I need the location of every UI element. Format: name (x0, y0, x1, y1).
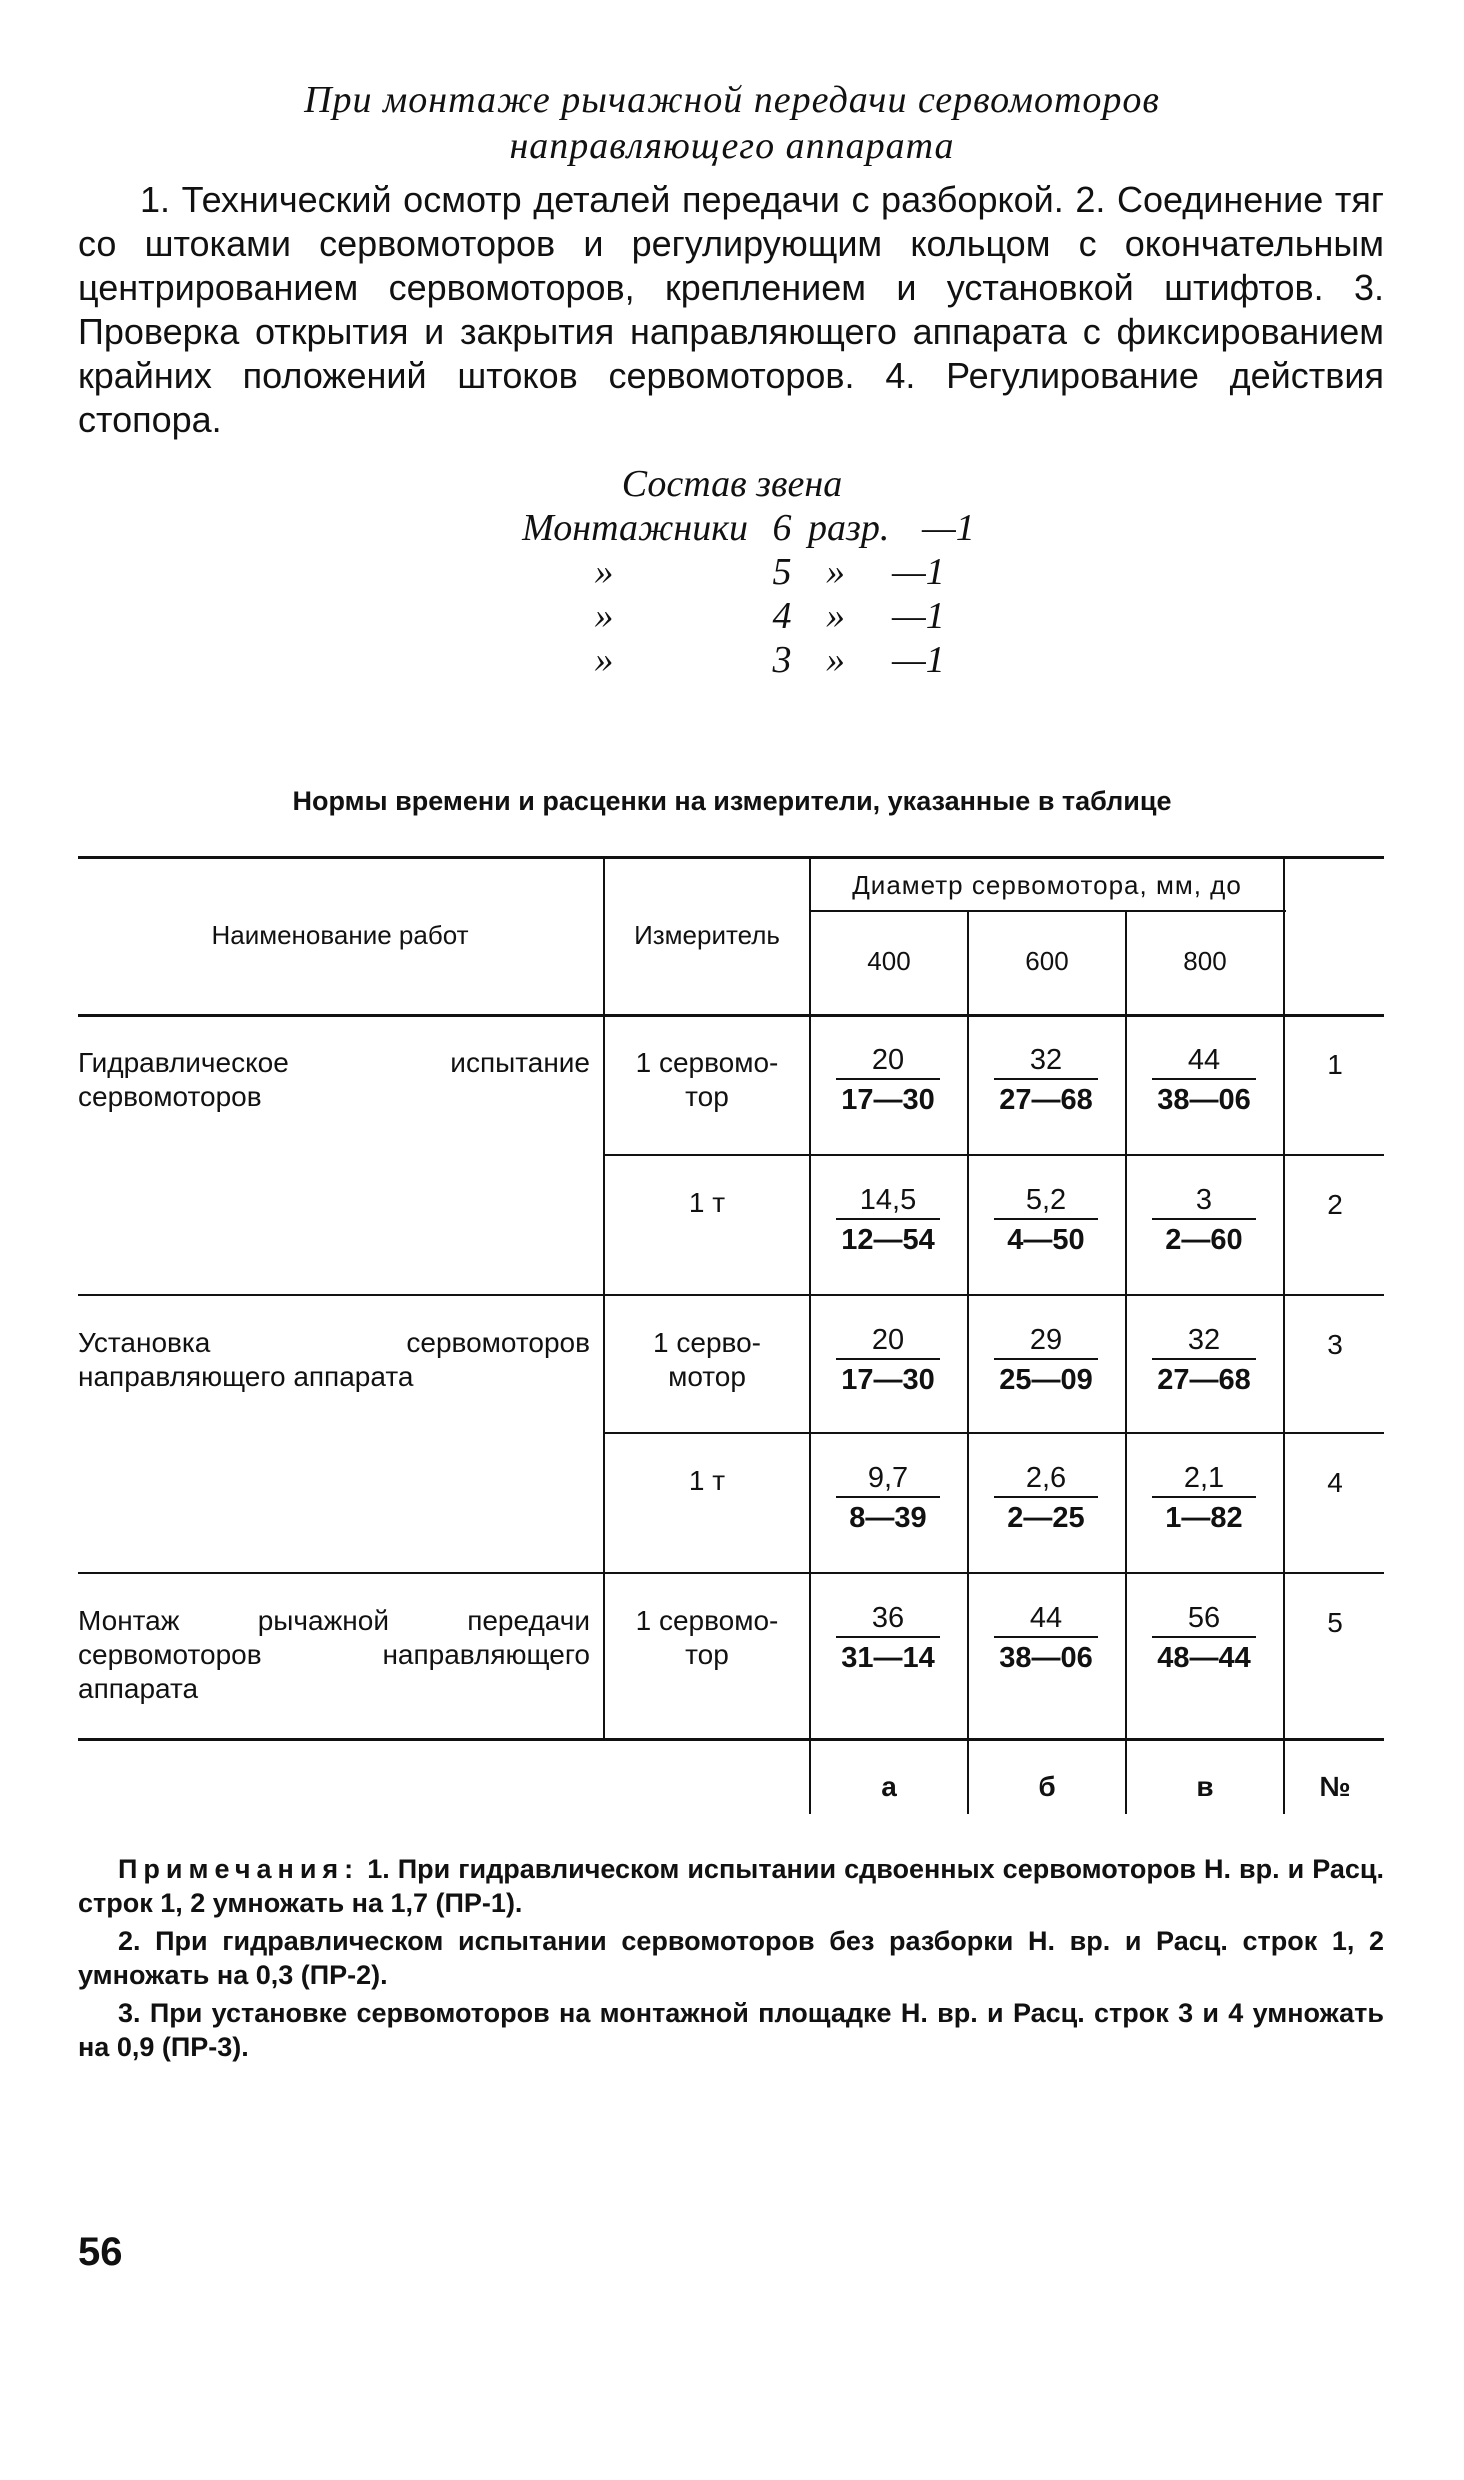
time-norm: 36 (871, 1602, 905, 1634)
row-rule (78, 1572, 1384, 1574)
note-3: 3. При установке сервомоторов на монтажной площадке Н. вр. и Расц. строк 3 и 4 умножать на 0,9 (ПР-3). (78, 1998, 1384, 2062)
time-norm: 14,5 (859, 1184, 917, 1216)
rate: 25—09 (999, 1364, 1093, 1396)
rate: 38—06 (999, 1642, 1093, 1674)
col-rule (1283, 856, 1285, 1814)
norm-cell (1134, 1600, 1274, 1678)
col-rule (967, 910, 969, 1814)
crew-unit: » (826, 551, 845, 593)
notes-label: Примечания: (118, 1854, 360, 1884)
norm-cell (976, 1322, 1116, 1400)
norm-cell (1134, 1042, 1274, 1120)
norm-cell (818, 1042, 958, 1120)
norm-cell (976, 1182, 1116, 1260)
header-unit: Измеритель (634, 920, 780, 950)
unit-cell (606, 1604, 808, 1672)
crew-worker: Монтажники (522, 507, 748, 549)
row-number: 1 (1327, 1049, 1343, 1080)
crew-unit: » (826, 639, 845, 681)
unit-cell (606, 1464, 808, 1498)
rate: 4—50 (1007, 1224, 1085, 1256)
header-diameter: Диаметр сервомотора, мм, до (852, 870, 1242, 900)
row-number: 4 (1327, 1467, 1343, 1498)
work-name: Гидравлическое испытание сервомоторов (78, 1047, 590, 1112)
unit-line: 1 т (688, 1465, 726, 1496)
norm-cell (976, 1600, 1116, 1678)
rate: 48—44 (1157, 1642, 1251, 1674)
time-norm: 5,2 (1025, 1184, 1067, 1216)
time-norm: 2,6 (1025, 1462, 1067, 1494)
header-bottom-rule (78, 1014, 1384, 1017)
column-letter: а (881, 1771, 897, 1802)
crew-worker: » (594, 551, 614, 593)
time-norm: 32 (1187, 1324, 1221, 1356)
rate: 8—39 (849, 1502, 927, 1534)
crew-unit: разр. (808, 507, 890, 549)
column-letter: в (1196, 1771, 1214, 1802)
header-size: 600 (1025, 946, 1069, 976)
row-rule (604, 1432, 1384, 1434)
time-norm: 2,1 (1183, 1462, 1225, 1494)
unit-line: 1 сервомо- (635, 1047, 779, 1078)
col-rule (603, 856, 605, 1740)
section-heading-line-1: При монтаже рычажной передачи сервомоторов (304, 79, 1160, 121)
unit-cell (606, 1186, 808, 1220)
rate: 17—30 (841, 1084, 935, 1116)
rate: 27—68 (999, 1084, 1093, 1116)
work-description: 1. Технический осмотр деталей передачи с разборкой. 2. Соединение тяг со штоками сервомоторов и регулирующим кольцом с окончательным центрированием сервомоторов, креплением и установкой штифтов. 3. Проверка открытия и закрытия направляющего аппарата с фиксированием крайних положений штоков сервомоторов. 4. Регулирование действия стопора. (78, 179, 1384, 440)
crew-count: —1 (892, 551, 945, 593)
crew-count: —1 (892, 595, 945, 637)
time-norm: 20 (871, 1324, 905, 1356)
time-norm: 44 (1029, 1602, 1063, 1634)
section-heading-line-2: направляющего аппарата (509, 125, 955, 167)
unit-line: тор (685, 1639, 729, 1670)
crew-worker: » (594, 595, 614, 637)
crew-count: —1 (892, 639, 945, 681)
note-1: 1. При гидравлическом испытании сдвоенных сервомоторов Н. вр. и Расц. строк 1, 2 умножать на 1,7 (ПР-1). (78, 1854, 1384, 1918)
rate: 1—82 (1165, 1502, 1243, 1534)
norm-cell (818, 1600, 958, 1678)
norm-cell (818, 1182, 958, 1260)
unit-line: 1 т (688, 1187, 726, 1218)
time-norm: 3 (1195, 1184, 1213, 1216)
rate: 31—14 (841, 1642, 935, 1674)
time-norm: 56 (1187, 1602, 1221, 1634)
unit-cell (606, 1046, 808, 1114)
table-bottom-rule (78, 1738, 1384, 1741)
crew-worker: » (594, 639, 614, 681)
table-top-rule (78, 856, 1384, 859)
crew-grade: 4 (772, 595, 792, 637)
column-letter: б (1038, 1771, 1056, 1802)
crew-unit: » (826, 595, 845, 637)
unit-line: 1 сервомо- (635, 1605, 779, 1636)
work-name: Монтаж рычажной передачи сервомоторов направляющего аппарата (78, 1605, 590, 1704)
rate: 2—25 (1007, 1502, 1085, 1534)
norm-cell (976, 1460, 1116, 1538)
note-2: 2. При гидравлическом испытании сервомоторов без разборки Н. вр. и Расц. строк 1, 2 умножать на 0,3 (ПР-2). (78, 1926, 1384, 1990)
unit-line: мотор (668, 1361, 746, 1392)
col-rule (1125, 910, 1127, 1814)
time-norm: 20 (871, 1044, 905, 1076)
table-title: Нормы времени и расценки на измерители, указанные в таблице (292, 786, 1172, 816)
rate: 17—30 (841, 1364, 935, 1396)
norm-cell (1134, 1322, 1274, 1400)
row-rule (604, 1154, 1384, 1156)
notes (78, 1852, 1384, 2068)
work-name: Установка сервомоторов направляющего аппарата (78, 1327, 590, 1392)
unit-line: 1 серво- (653, 1327, 761, 1358)
crew-grade: 3 (772, 639, 792, 681)
row-rule (78, 1294, 1384, 1296)
time-norm: 9,7 (867, 1462, 909, 1494)
rate: 2—60 (1165, 1224, 1243, 1256)
header-size: 800 (1183, 946, 1227, 976)
header-sub-rule (810, 910, 1286, 912)
unit-line: тор (685, 1081, 729, 1112)
row-number: 3 (1327, 1329, 1343, 1360)
crew-count: —1 (922, 507, 975, 549)
norm-cell (818, 1322, 958, 1400)
norm-cell (1134, 1182, 1274, 1260)
col-rule (809, 856, 811, 1814)
time-norm: 29 (1029, 1324, 1063, 1356)
unit-cell (606, 1326, 808, 1394)
crew-title: Состав звена (621, 463, 843, 505)
norm-cell (818, 1460, 958, 1538)
rate: 38—06 (1157, 1084, 1251, 1116)
column-letter: № (1319, 1771, 1351, 1802)
rate: 27—68 (1157, 1364, 1251, 1396)
rate: 12—54 (841, 1224, 935, 1256)
time-norm: 44 (1187, 1044, 1221, 1076)
crew-grade: 5 (772, 551, 792, 593)
time-norm: 32 (1029, 1044, 1063, 1076)
norm-cell (976, 1042, 1116, 1120)
header-size: 400 (867, 946, 911, 976)
norm-cell (1134, 1460, 1274, 1538)
crew-grade: 6 (772, 507, 792, 549)
page-number: 56 (78, 2230, 123, 2274)
row-number: 2 (1327, 1189, 1343, 1220)
row-number: 5 (1327, 1607, 1343, 1638)
header-work: Наименование работ (211, 920, 469, 950)
